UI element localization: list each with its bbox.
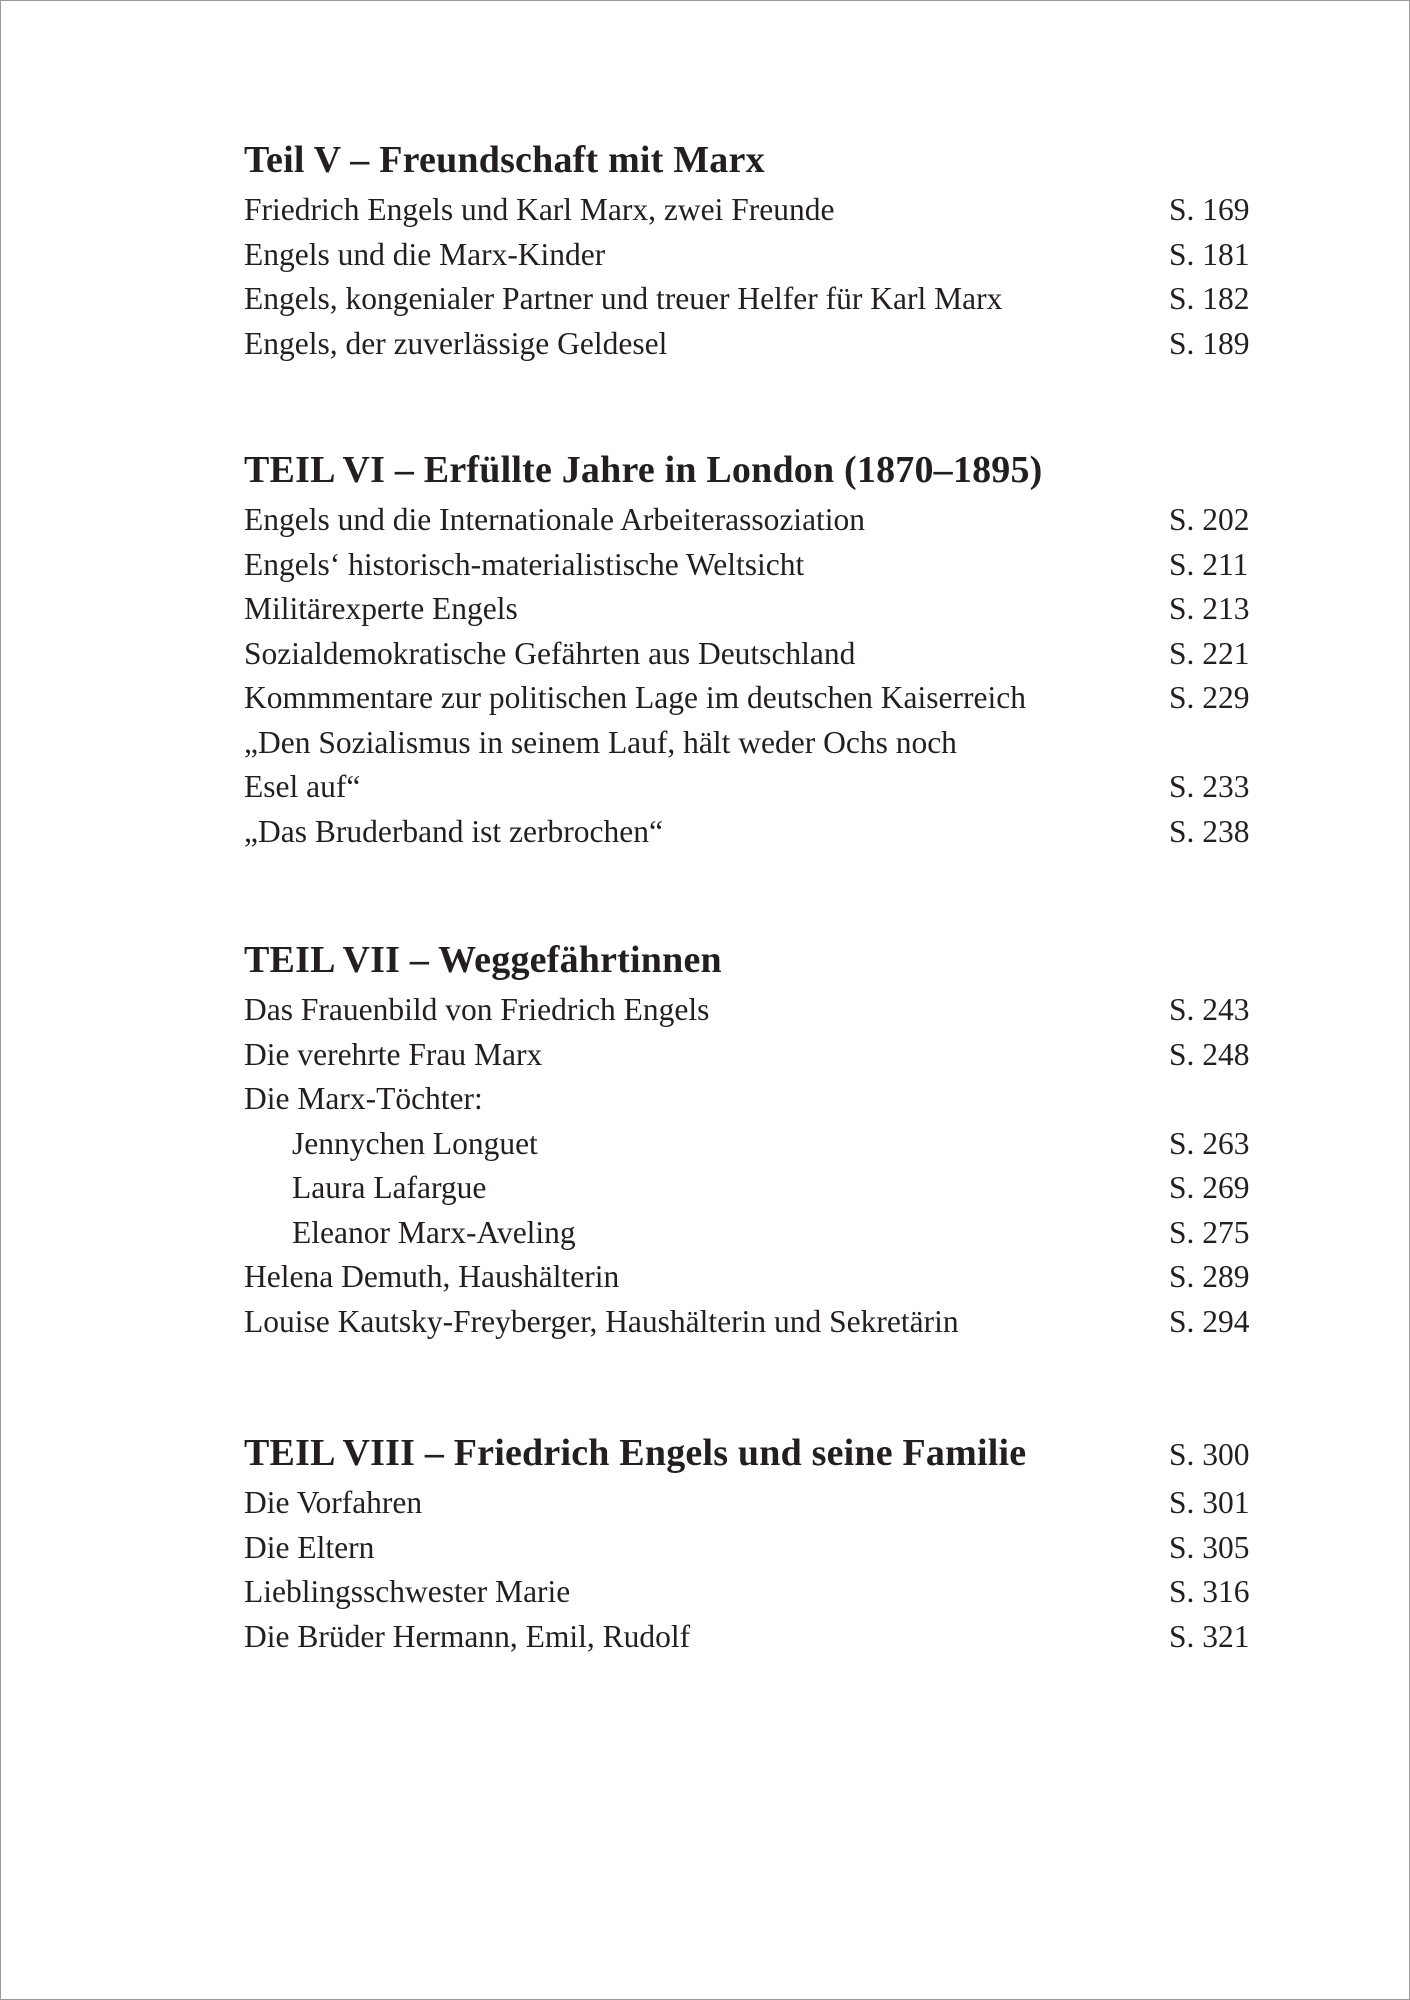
toc-entry[interactable] bbox=[244, 1485, 1259, 1530]
toc-entry[interactable] bbox=[244, 1619, 1259, 1664]
toc-entry[interactable] bbox=[244, 636, 1259, 681]
toc-entry-page: S. 169 bbox=[1169, 192, 1250, 227]
toc-entry-title: Kommmentare zur politischen Lage im deutschen Kaiserreich bbox=[244, 680, 1026, 715]
toc-entry-title: Eleanor Marx-Aveling bbox=[292, 1214, 576, 1250]
section-heading-row bbox=[244, 938, 1259, 992]
toc-entry[interactable] bbox=[244, 502, 1259, 547]
toc-entry[interactable] bbox=[244, 1304, 1259, 1349]
section-heading: Teil V – Freundschaft mit Marx bbox=[244, 139, 765, 181]
toc-entry-title: Militärexperte Engels bbox=[244, 591, 518, 626]
toc-entry-page: S. 321 bbox=[1169, 1618, 1250, 1654]
toc-entry-page: S. 289 bbox=[1169, 1259, 1250, 1294]
toc-section-teil-viii bbox=[244, 1431, 1259, 1663]
toc-entry-page: S. 181 bbox=[1169, 236, 1250, 272]
toc-entry[interactable] bbox=[244, 326, 1259, 371]
toc-entry-page: S. 182 bbox=[1169, 281, 1250, 316]
toc-entry-page: S. 301 bbox=[1169, 1485, 1250, 1520]
toc-entry-title: Die Vorfahren bbox=[244, 1485, 423, 1520]
section-heading: TEIL VII – Weggefährtinnen bbox=[244, 939, 722, 981]
section-heading-row bbox=[244, 448, 1259, 502]
section-page-number: S. 300 bbox=[1169, 1437, 1250, 1472]
toc-section-teil-vii bbox=[244, 938, 1259, 1348]
toc-subentry[interactable] bbox=[244, 1126, 1259, 1171]
toc-entry[interactable] bbox=[244, 992, 1259, 1037]
toc-entry-title: Engels und die Marx-Kinder bbox=[244, 236, 606, 272]
toc-entry-title: Louise Kautsky-Freyberger, Haushälterin und Sekretärin bbox=[244, 1303, 959, 1339]
toc-entry-page: S. 202 bbox=[1169, 502, 1250, 537]
toc-entry-page: S. 316 bbox=[1169, 1574, 1250, 1609]
toc-entry-title: Jennychen Longuet bbox=[292, 1125, 538, 1161]
toc-entry bbox=[244, 1081, 1259, 1126]
toc-entry-title: Die verehrte Frau Marx bbox=[244, 1036, 543, 1072]
toc-entry[interactable] bbox=[244, 725, 1259, 770]
toc-entry-page: S. 275 bbox=[1169, 1214, 1250, 1250]
toc-entry[interactable] bbox=[244, 237, 1259, 282]
toc-entry-page: S. 269 bbox=[1169, 1170, 1250, 1205]
toc-entry-page: S. 189 bbox=[1169, 325, 1250, 361]
toc-entry[interactable] bbox=[244, 547, 1259, 592]
toc-subentry[interactable] bbox=[244, 1215, 1259, 1260]
section-heading: TEIL VIII – Friedrich Engels und seine Familie bbox=[244, 1432, 1027, 1474]
toc-subentry[interactable] bbox=[244, 1170, 1259, 1215]
toc-entry-title: Friedrich Engels und Karl Marx, zwei Freunde bbox=[244, 192, 835, 227]
toc-entry-title: Engels‘ historisch-materialistische Weltsicht bbox=[244, 546, 805, 582]
section-heading: TEIL VI – Erfüllte Jahre in London (1870–1895) bbox=[244, 449, 1043, 491]
toc-entry[interactable] bbox=[244, 680, 1259, 725]
toc-entry-title: „Das Bruderband ist zerbrochen“ bbox=[244, 813, 663, 849]
toc-entry-title: Das Frauenbild von Friedrich Engels bbox=[244, 992, 710, 1027]
toc-entry[interactable] bbox=[244, 591, 1259, 636]
toc-section-teil-vi bbox=[244, 448, 1259, 858]
toc-entry[interactable] bbox=[244, 1259, 1259, 1304]
toc-entry[interactable] bbox=[244, 1530, 1259, 1575]
toc-entry-title: Die Brüder Hermann, Emil, Rudolf bbox=[244, 1618, 691, 1654]
toc-entry-title: Helena Demuth, Haushälterin bbox=[244, 1259, 620, 1294]
toc-entry[interactable] bbox=[244, 814, 1259, 859]
toc-entry[interactable] bbox=[244, 192, 1259, 237]
section-heading-row[interactable] bbox=[244, 1431, 1259, 1485]
toc-entry-page: S. 213 bbox=[1169, 591, 1250, 626]
toc-entry-page: S. 233 bbox=[1169, 769, 1250, 804]
toc-entry-page: S. 238 bbox=[1169, 813, 1250, 849]
toc-entry-title: „Den Sozialismus in seinem Lauf, hält weder Ochs noch bbox=[244, 724, 957, 760]
toc-entry-title: Engels, kongenialer Partner und treuer Helfer für Karl Marx bbox=[244, 281, 1003, 316]
toc-entry-page: S. 221 bbox=[1169, 635, 1250, 671]
toc-entry-title: Die Marx-Töchter: bbox=[244, 1081, 483, 1116]
toc-entry-title: Engels, der zuverlässige Geldesel bbox=[244, 325, 668, 361]
section-heading-row bbox=[244, 138, 1259, 192]
toc-section-teil-v bbox=[244, 138, 1259, 370]
toc-entry-page: S. 305 bbox=[1169, 1529, 1250, 1565]
toc-entry-page: S. 263 bbox=[1169, 1125, 1250, 1161]
toc-entry-page: S. 229 bbox=[1169, 680, 1250, 715]
toc-entry-title: Die Eltern bbox=[244, 1529, 375, 1565]
toc-entry-title: Esel auf“ bbox=[244, 769, 361, 804]
toc-entry-title: Laura Lafargue bbox=[292, 1170, 487, 1205]
toc-entry-title: Sozialdemokratische Gefährten aus Deutschland bbox=[244, 635, 856, 671]
toc-entry[interactable] bbox=[244, 281, 1259, 326]
toc-entry-page: S. 294 bbox=[1169, 1303, 1250, 1339]
toc-entry[interactable] bbox=[244, 1574, 1259, 1619]
toc-entry-title: Engels und die Internationale Arbeiterassoziation bbox=[244, 502, 866, 537]
toc-entry-page: S. 211 bbox=[1169, 546, 1249, 582]
toc-entry-page: S. 248 bbox=[1169, 1036, 1250, 1072]
toc-entry[interactable] bbox=[244, 1037, 1259, 1082]
toc-entry[interactable] bbox=[244, 769, 1259, 814]
toc-entry-title: Lieblingsschwester Marie bbox=[244, 1574, 571, 1609]
toc-entry-page: S. 243 bbox=[1169, 992, 1250, 1027]
